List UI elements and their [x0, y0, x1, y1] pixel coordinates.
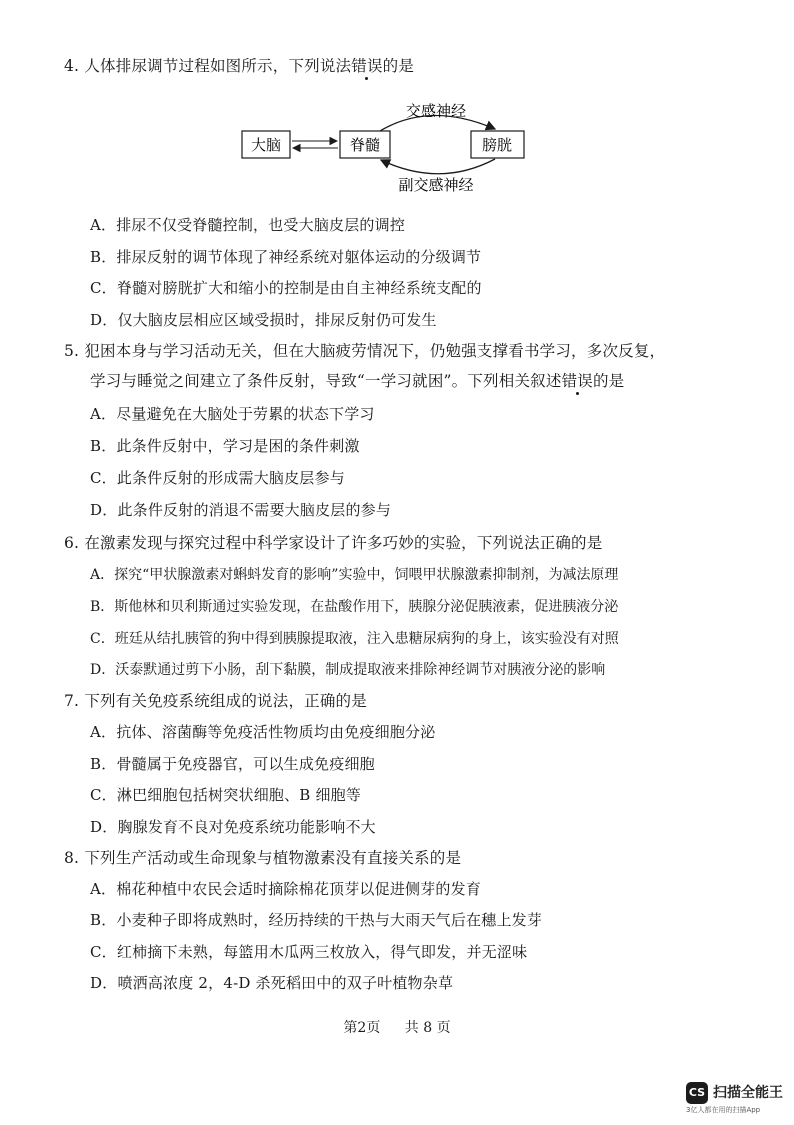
option-8a: A．棉花种植中农民会适时摘除棉花顶芽以促进侧芽的发育 [90, 880, 482, 898]
option-7a: A．抗体、溶菌酶等免疫活性物质均由免疫细胞分泌 [90, 723, 436, 741]
option-6d: D．沃泰默通过剪下小肠，刮下黏膜，制成提取液来排除神经调节对胰液分泌的影响 [90, 662, 606, 678]
scanner-app-name: 扫描全能王 [713, 1085, 783, 1101]
brain-label: 大脑 [250, 136, 282, 154]
question-number: 7. [64, 692, 80, 710]
question-6-stem [64, 532, 602, 554]
question-number: 4. [64, 57, 80, 75]
option-4a: A．排尿不仅受脊髓控制，也受大脑皮层的调控 [90, 216, 406, 234]
emphasis-text: 错误 [351, 57, 383, 75]
option-4b: B．排尿反射的调节体现了神经系统对躯体运动的分级调节 [90, 248, 482, 266]
option-7c: C．淋巴细胞包括树突状细胞、B 细胞等 [90, 786, 362, 804]
question-7-stem [64, 690, 367, 712]
sympathetic-label: 交感神经 [405, 102, 467, 120]
page-footer [0, 1017, 794, 1037]
stem-text: 犯困本身与学习活动无关，但在大脑疲劳情况下，仍勉强支撑看书学习，多次反复， [84, 342, 666, 360]
question-5-stem-line1 [64, 340, 665, 362]
page-number: 第2页 [343, 1020, 381, 1036]
option-5a: A．尽量避免在大脑处于劳累的状态下学习 [90, 405, 375, 423]
option-8d: D．喷洒高浓度 2，4-D 杀死稻田中的双子叶植物杂草 [90, 974, 454, 992]
option-4d: D．仅大脑皮层相应区域受损时，排尿反射仍可发生 [90, 311, 437, 329]
option-7d: D．胸腺发育不良对免疫系统功能影响不大 [90, 818, 376, 836]
option-8b: B．小麦种子即将成熟时，经历持续的干热与大雨天气后在穗上发芽 [90, 911, 543, 929]
question-5-stem-line2 [90, 370, 624, 392]
urination-regulation-diagram [240, 95, 530, 200]
stem-text: 的是 [592, 372, 625, 390]
option-5d: D．此条件反射的消退不需要大脑皮层的参与 [90, 501, 392, 519]
option-5b: B．此条件反射中，学习是困的条件刺激 [90, 437, 360, 455]
option-8c: C．红柿摘下未熟，每篮用木瓜两三枚放入，得气即发，并无涩味 [90, 943, 528, 961]
parasympathetic-arrow [381, 159, 495, 174]
stem-text: 下列有关免疫系统组成的说法，正确的是 [84, 692, 367, 710]
parasympathetic-label: 副交感神经 [398, 176, 474, 194]
option-4c: C．脊髓对膀胱扩大和缩小的控制是由自主神经系统支配的 [90, 279, 482, 297]
scanner-watermark [686, 1082, 786, 1114]
cs-logo-icon: CS [686, 1082, 708, 1104]
bladder-label: 膀胱 [481, 136, 513, 154]
option-6a: A．探究“甲状腺激素对蝌蚪发育的影响”实验中，饲喂甲状腺激素抑制剂，为减法原理 [90, 567, 619, 583]
emphasis-text: 错误 [561, 372, 593, 390]
spinal-cord-label: 脊髓 [349, 136, 381, 154]
question-number: 5. [64, 342, 80, 360]
option-6b: B．斯他林和贝利斯通过实验发现，在盐酸作用下，胰腺分泌促胰液素，促进胰液分泌 [90, 599, 619, 615]
question-4-stem [64, 55, 414, 77]
option-6c: C．班廷从结扎胰管的狗中得到胰腺提取液，注入患糖尿病狗的身上，该实验没有对照 [90, 631, 619, 647]
option-7b: B．骨髓属于免疫器官，可以生成免疫细胞 [90, 755, 375, 773]
question-number: 8. [64, 849, 80, 867]
question-8-stem [64, 847, 461, 869]
stem-text: 学习与睡觉之间建立了条件反射，导致“一学习就困”。下列相关叙述 [90, 372, 562, 390]
question-number: 6. [64, 534, 80, 552]
scanner-tagline: 3亿人都在用的扫描App [686, 1106, 761, 1114]
option-5c: C．此条件反射的形成需大脑皮层参与 [90, 469, 345, 487]
total-pages: 共 8 页 [404, 1020, 451, 1036]
stem-text: 下列生产活动或生命现象与植物激素没有直接关系的是 [84, 849, 462, 867]
stem-text: 人体排尿调节过程如图所示，下列说法 [84, 57, 352, 75]
stem-text: 的是 [382, 57, 415, 75]
stem-text: 在激素发现与探究过程中科学家设计了许多巧妙的实验，下列说法正确的是 [84, 534, 603, 552]
